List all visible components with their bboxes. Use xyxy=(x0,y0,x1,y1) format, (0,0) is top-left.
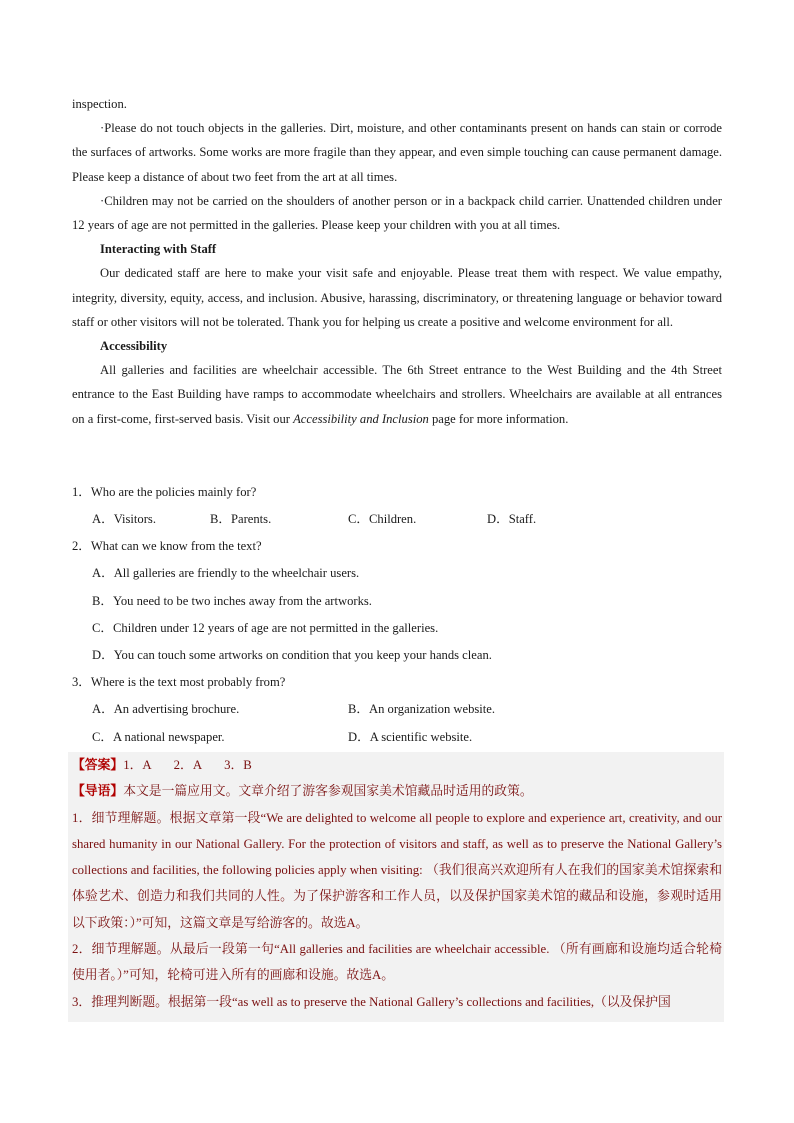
answer-3: 3．B xyxy=(224,758,252,772)
guide-line xyxy=(72,778,722,804)
option-row xyxy=(72,642,722,669)
explanation-1: 1．细节理解题。根据文章第一段“We are delighted to welcome all people to explore and experience art, creativity, and our shared humanity in our National Gallery. For the protection of visitors and staff, as well as to preserve the National Gallery’s collections and facilities, the following policies apply when visiting: （我们很高兴欢迎所有人在我们的国家美术馆探索和体验艺术、创造力和我们共同的人性。为了保护游客和工作人员，以及保护国家美术馆的藏品和设施，参观时适用以下政策：）”可知，这篇文章是写给游客的。故选A。 xyxy=(72,810,722,930)
question-list xyxy=(72,479,722,751)
explanation-2: 2．细节理解题。从最后一段第一句“All galleries and facilities are wheelchair accessible. （所有画廊和设施均适合轮椅使用者。）”可知，轮椅可进入所有的画廊和设施。故选A。 xyxy=(72,942,722,983)
option-c: C．A national newspaper. xyxy=(92,729,225,744)
page-title-italic: Accessibility and Inclusion xyxy=(293,411,429,426)
option-row xyxy=(72,615,722,642)
option-row xyxy=(72,724,722,751)
question-stem: 1．Who are the policies mainly for? xyxy=(72,485,257,499)
explanation-3: 3．推理判断题。根据第一段“as well as to preserve the National Gallery’s collections and facilities,（以及保护国 xyxy=(72,994,671,1009)
option-row xyxy=(72,506,722,533)
answer-1: 1．A xyxy=(123,758,152,772)
option-b: B．An organization website. xyxy=(348,702,496,717)
option-d: D．You can touch some artworks on condition that you keep your hands clean. xyxy=(92,648,492,663)
question-stem: 3．Where is the text most probably from? xyxy=(72,675,286,690)
passage-paragraph: ·Please do not touch objects in the galleries. Dirt, moisture, and other contaminants present on hands can stain or corrode the surfaces of artworks. Some works are more fragile than they appear, and even simple touching can cause permanent damage. Please keep a distance of about two feet from the art at all times. xyxy=(72,121,722,184)
option-c: C．Children under 12 years of age are not permitted in the galleries. xyxy=(92,620,439,635)
option-row xyxy=(72,560,722,587)
passage-text: All galleries and facilities are wheelchair accessible. The 6th Street entrance to the West Building and the 4th Street entrance to the East Building have ramps to accommodate wheelchairs and strollers. Wheelchairs are available at all entrances on a first-come, first-served basis. Visit our xyxy=(72,363,722,426)
option-d: D．A scientific website. xyxy=(348,729,473,744)
option-b: B．You need to be two inches away from the artworks. xyxy=(92,593,372,608)
option-a: A．Visitors. xyxy=(92,512,156,526)
answer-line xyxy=(72,752,722,778)
passage-paragraph: ·Children may not be carried on the shoulders of another person or in a backpack child carrier. Unattended children under 12 years of age are not permitted in the galleries. Please keep your children with you at all times. xyxy=(72,193,722,233)
question-stem: 2．What can we know from the text? xyxy=(72,539,262,554)
guide-text: 本文是一篇应用文。文章介绍了游客参观国家美术馆藏品时适用的政策。 xyxy=(123,784,533,799)
passage-text: page for more information. xyxy=(428,411,569,426)
option-c: C．Children. xyxy=(348,512,417,526)
option-a: A．All galleries are friendly to the wheelchair users. xyxy=(92,566,360,581)
guide-tag: 【导语】 xyxy=(72,784,124,799)
passage-paragraph xyxy=(72,358,722,431)
option-row xyxy=(72,588,722,615)
passage-paragraph: Our dedicated staff are here to make your visit safe and enjoyable. Please treat them with respect. We value empathy, integrity, diversity, equity, access, and inclusion. Abusive, harassing, discriminatory, or threatening language or behavior toward staff or other visitors will not be tolerated. Thank you for helping us create a positive and welcome environment for all. xyxy=(72,266,722,329)
section-heading-staff: Interacting with Staff xyxy=(100,242,217,257)
answer-2: 2．A xyxy=(173,758,203,772)
passage-paragraph: inspection. xyxy=(72,97,127,111)
option-d: D．Staff. xyxy=(487,512,537,526)
section-heading-accessibility: Accessibility xyxy=(100,339,168,354)
answer-tag: 【答案】 xyxy=(72,758,124,772)
answer-section xyxy=(72,752,722,1015)
option-b: B．Parents. xyxy=(210,512,272,526)
option-a: A．An advertising brochure. xyxy=(92,702,240,717)
reading-passage xyxy=(72,92,722,431)
option-row xyxy=(72,696,722,723)
